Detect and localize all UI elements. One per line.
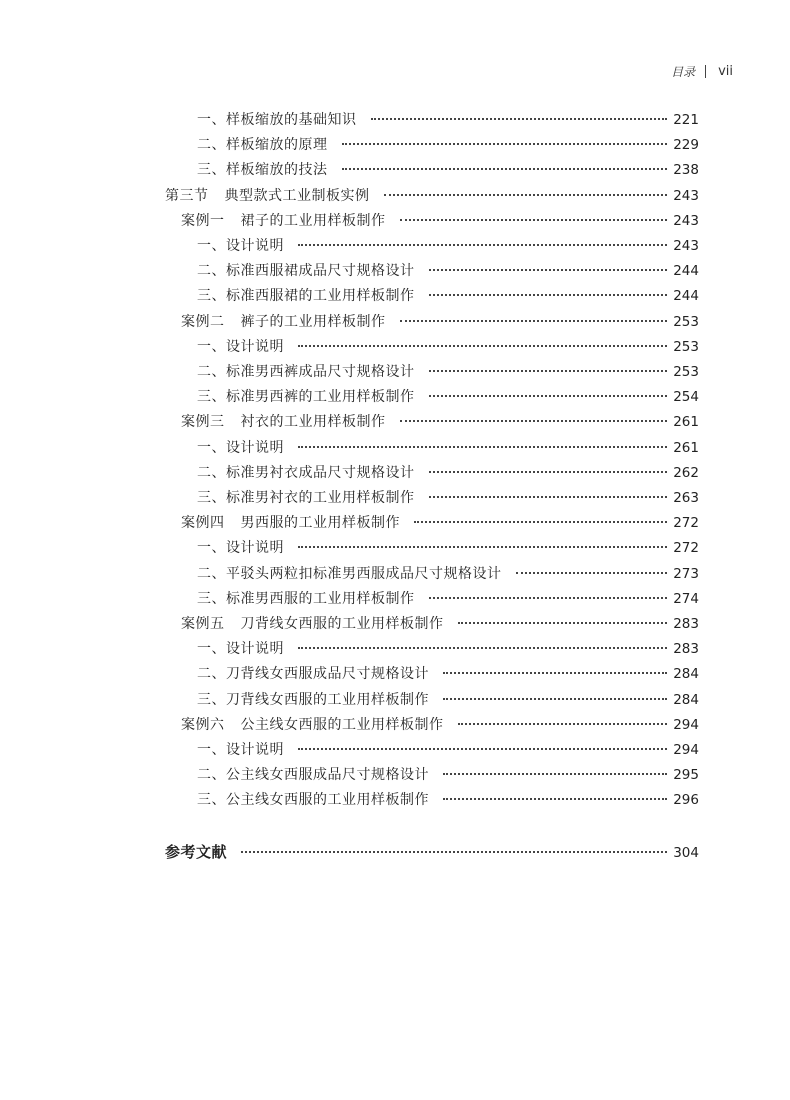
toc-dot-leader — [443, 798, 667, 800]
toc-entry-label: 二、标准男西裤成品尺寸规格设计 — [197, 364, 415, 380]
toc-entry-number: 案例五 — [181, 616, 225, 632]
toc-entry-case[interactable] — [0, 713, 699, 738]
toc-entry-item[interactable] — [0, 486, 699, 511]
toc-entry-page-number: 238 — [673, 162, 699, 179]
toc-entry-label: 二、平驳头两粒扣标准男西服成品尺寸规格设计 — [197, 565, 502, 582]
toc-entry-page-number: 295 — [673, 767, 699, 784]
toc-entry-item[interactable] — [0, 536, 699, 561]
toc-dot-leader — [298, 244, 667, 246]
toc-entry-page-number: 253 — [673, 313, 699, 330]
toc-entry-item[interactable] — [0, 259, 699, 284]
toc-dot-leader — [400, 420, 668, 422]
toc-entry-page-number: 283 — [673, 616, 699, 632]
toc-dot-leader — [429, 471, 668, 473]
toc-entry-page-number: 273 — [673, 565, 699, 582]
toc-entry-references[interactable] — [0, 840, 699, 865]
toc-dot-leader — [298, 345, 667, 347]
toc-entry-page-number: 272 — [673, 515, 699, 532]
toc-entry-page-number: 263 — [673, 490, 699, 506]
toc-entry-page-number: 243 — [673, 238, 699, 254]
toc-entry-label — [181, 410, 386, 435]
toc-dot-leader — [400, 320, 668, 322]
toc-dot-leader — [429, 294, 668, 296]
toc-entry-label — [181, 310, 386, 335]
running-header-title: 目录 — [671, 65, 696, 79]
toc-dot-leader — [516, 572, 668, 574]
running-header — [671, 63, 733, 80]
toc-dot-leader — [342, 143, 668, 145]
toc-entry-case[interactable] — [0, 612, 699, 637]
toc-entry-label: 二、样板缩放的原理 — [197, 137, 328, 154]
toc-entry-label — [181, 612, 444, 637]
toc-entry-label: 一、设计说明 — [197, 238, 284, 254]
toc-dot-leader — [443, 672, 667, 674]
toc-dot-leader — [298, 647, 667, 649]
toc-entry-page-number: 296 — [673, 792, 699, 809]
toc-dot-leader — [298, 546, 667, 548]
toc-entry-item[interactable] — [0, 662, 699, 687]
toc-dot-leader — [342, 168, 668, 170]
toc-entry-label: 二、标准男衬衣成品尺寸规格设计 — [197, 464, 415, 481]
toc-entry-item[interactable] — [0, 108, 699, 133]
toc-dot-leader — [443, 773, 667, 775]
toc-entry-item[interactable] — [0, 158, 699, 183]
toc-entry-item[interactable] — [0, 763, 699, 788]
toc-entry-label — [181, 209, 386, 234]
toc-entry-title: 典型款式工业制板实例 — [224, 187, 370, 204]
toc-entry-label: 三、标准西服裙的工业用样板制作 — [197, 288, 415, 305]
toc-entry-number: 案例六 — [181, 716, 225, 733]
toc-entry-number: 案例二 — [181, 313, 225, 330]
toc-entry-number: 案例一 — [181, 212, 225, 229]
toc-dot-leader — [384, 194, 668, 196]
toc-entry-title: 男西服的工业用样板制作 — [240, 515, 400, 532]
toc-dot-leader — [429, 370, 668, 372]
toc-dot-leader — [298, 748, 667, 750]
toc-entry-item[interactable] — [0, 562, 699, 587]
toc-dot-leader — [443, 698, 667, 700]
toc-entry-sec[interactable] — [0, 184, 699, 209]
toc-dot-leader — [429, 597, 668, 599]
toc-entry-item[interactable] — [0, 335, 699, 360]
toc-dot-leader — [371, 118, 668, 120]
toc-entry-page-number: 284 — [673, 691, 699, 708]
toc-entry-case[interactable] — [0, 209, 699, 234]
toc-entry-label: 三、标准男西服的工业用样板制作 — [197, 590, 415, 607]
toc-entry-label: 一、设计说明 — [197, 338, 284, 355]
toc-entry-item[interactable] — [0, 461, 699, 486]
toc-entry-title: 裙子的工业用样板制作 — [240, 212, 386, 229]
toc-entry-label: 参考文献 — [165, 842, 228, 861]
toc-entry-page-number: 261 — [673, 414, 699, 431]
toc-entry-title: 裤子的工业用样板制作 — [240, 313, 386, 330]
toc-entry-page-number: 304 — [673, 844, 699, 861]
toc-entry-case[interactable] — [0, 310, 699, 335]
running-header-divider — [705, 65, 706, 78]
toc-dot-leader — [414, 521, 667, 523]
toc-dot-leader — [429, 496, 668, 498]
toc-entry-page-number: 253 — [673, 364, 699, 380]
toc-entry-item[interactable] — [0, 788, 699, 813]
toc-entry-label: 三、标准男衬衣的工业用样板制作 — [197, 490, 415, 506]
toc-entry-item[interactable] — [0, 436, 699, 461]
toc-entry-page-number: 244 — [673, 263, 699, 280]
toc-entry-label: 一、样板缩放的基础知识 — [197, 112, 357, 128]
toc-entry-label — [181, 511, 400, 536]
toc-dot-leader — [241, 851, 667, 853]
toc-entry-item[interactable] — [0, 385, 699, 410]
toc-dot-leader — [400, 219, 668, 221]
toc-entry-page-number: 284 — [673, 666, 699, 683]
toc-entry-page-number: 253 — [673, 338, 699, 355]
toc-entry-page-number: 294 — [673, 716, 699, 733]
toc-entry-page-number: 262 — [673, 464, 699, 481]
toc-entry-item[interactable] — [0, 133, 699, 158]
toc-entry-page-number: 272 — [673, 540, 699, 557]
toc-entry-label: 三、标准男西裤的工业用样板制作 — [197, 389, 415, 406]
toc-entry-page-number: 221 — [673, 112, 699, 128]
toc-entry-label: 三、公主线女西服的工业用样板制作 — [197, 792, 429, 809]
toc-entry-title: 公主线女西服的工业用样板制作 — [240, 716, 444, 733]
toc-entry-label: 一、设计说明 — [197, 742, 284, 758]
toc-entry-item[interactable] — [0, 360, 699, 385]
toc-entry-number: 案例四 — [181, 515, 225, 532]
toc-dot-leader — [429, 395, 668, 397]
toc-entry-item[interactable] — [0, 688, 699, 713]
toc-entry-page-number: 294 — [673, 742, 699, 758]
toc-entry-case[interactable] — [0, 410, 699, 435]
toc-entry-page-number: 274 — [673, 590, 699, 607]
toc-entry-label: 二、公主线女西服成品尺寸规格设计 — [197, 767, 429, 784]
toc-entry-number: 第三节 — [165, 187, 209, 204]
toc-entry-title: 衬衣的工业用样板制作 — [240, 414, 386, 431]
toc-dot-leader — [458, 723, 668, 725]
toc-entry-page-number: 243 — [673, 187, 699, 204]
toc-entry-case[interactable] — [0, 511, 699, 536]
toc-entry-label: 一、设计说明 — [197, 540, 284, 557]
toc-entry-page-number: 283 — [673, 641, 699, 658]
toc-entry-number: 案例三 — [181, 414, 225, 431]
toc-entry-page-number: 243 — [673, 212, 699, 229]
toc-entry-item[interactable] — [0, 284, 699, 309]
toc-entry-item[interactable] — [0, 234, 699, 259]
toc-entry-label: 三、刀背线女西服的工业用样板制作 — [197, 691, 429, 708]
toc-entry-page-number: 229 — [673, 137, 699, 154]
toc-entry-label: 三、样板缩放的技法 — [197, 162, 328, 179]
toc-entry-page-number: 244 — [673, 288, 699, 305]
toc-entry-title: 刀背线女西服的工业用样板制作 — [240, 616, 444, 632]
toc-dot-leader — [458, 622, 668, 624]
toc-entry-item[interactable] — [0, 738, 699, 763]
toc-dot-leader — [429, 269, 668, 271]
toc-entry-label — [181, 713, 444, 738]
toc-entry-page-number: 254 — [673, 389, 699, 406]
toc-entry-label: 一、设计说明 — [197, 439, 284, 456]
toc-entry-label: 二、标准西服裙成品尺寸规格设计 — [197, 263, 415, 280]
toc-entry-item[interactable] — [0, 587, 699, 612]
toc-entry-item[interactable] — [0, 637, 699, 662]
running-header-page-number: vii — [718, 64, 733, 79]
toc-entry-label: 二、刀背线女西服成品尺寸规格设计 — [197, 666, 429, 683]
toc-entry-label — [165, 184, 370, 209]
toc-entry-label: 一、设计说明 — [197, 641, 284, 658]
toc-dot-leader — [298, 446, 667, 448]
toc-entry-page-number: 261 — [673, 439, 699, 456]
